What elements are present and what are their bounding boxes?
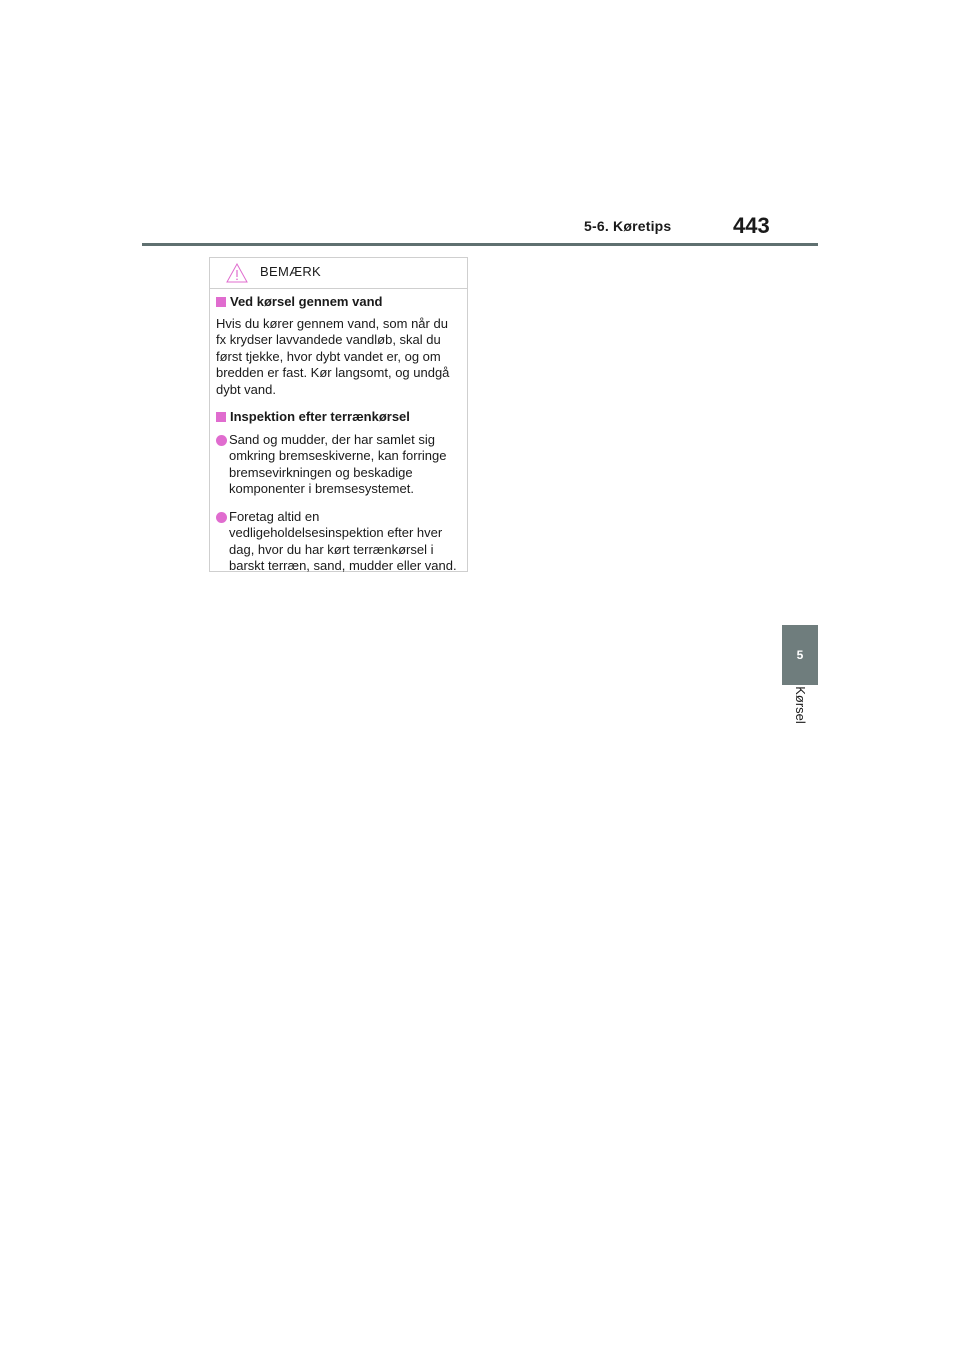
section-heading <box>216 294 461 311</box>
list-item <box>216 509 461 575</box>
circle-bullet-icon <box>216 435 227 446</box>
square-bullet-icon <box>216 412 226 422</box>
section-paragraph: Hvis du kører gennem vand, som når du fx krydser lavvandede vandløb, skal du først tjekke, hvor dybt vandet er, og om bredden er fast. Kør langsomt, og undgå dybt vand. <box>216 315 450 397</box>
section-heading-text: Inspektion efter terrænkørsel <box>230 409 410 424</box>
section-heading <box>216 409 461 426</box>
chapter-name: Kørsel <box>793 686 808 724</box>
notice-box <box>209 257 468 572</box>
page-number: 443 <box>733 213 770 238</box>
list-item <box>216 432 461 498</box>
notice-title: BEMÆRK <box>260 264 322 279</box>
list-item-text: Foretag altid en vedligeholdelsesinspektion efter hver dag, hvor du har kørt terrænkørsel i barskt terræn, sand, mudder eller vand. <box>229 508 457 573</box>
list-item-text: Sand og mudder, der har samlet sig omkring bremseskiverne, kan forringe bremsevirkningen og beskadige komponenter i bremsesystemet. <box>229 431 447 496</box>
circle-bullet-icon <box>216 512 227 523</box>
square-bullet-icon <box>216 297 226 307</box>
section-title: 5-6. Køretips <box>584 218 672 234</box>
warning-triangle-icon <box>226 263 248 283</box>
chapter-number: 5 <box>796 648 804 662</box>
header-divider <box>142 243 818 246</box>
notice-header <box>210 258 467 289</box>
notice-body <box>210 289 467 575</box>
section-heading-text: Ved kørsel gennem vand <box>230 294 383 309</box>
